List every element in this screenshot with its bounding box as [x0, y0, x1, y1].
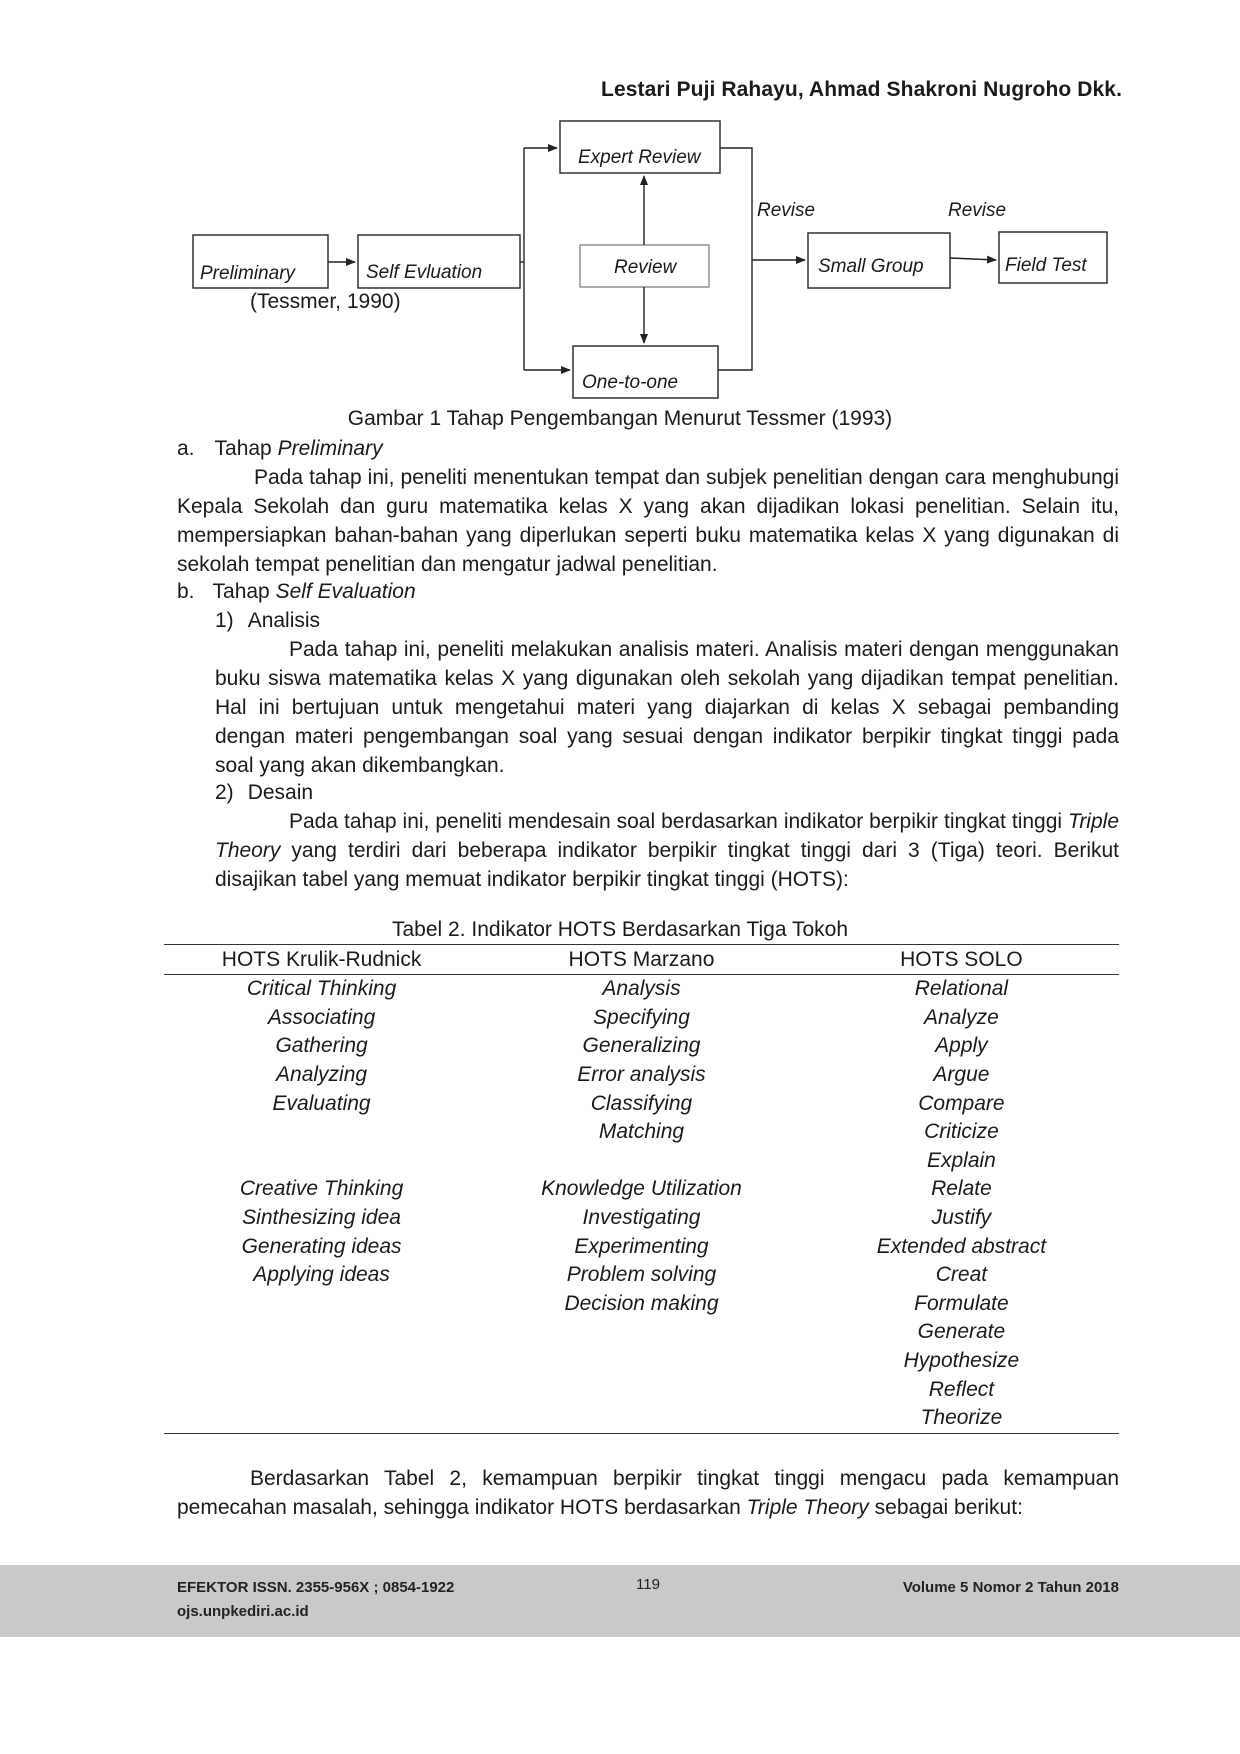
closing-text-2: sebagai berikut: [868, 1496, 1023, 1519]
table-cell: Apply [935, 1034, 988, 1058]
section-a-term: Preliminary [277, 437, 383, 460]
expert-review-label: Expert Review [578, 147, 701, 168]
sub2-marker: 2) [215, 781, 234, 804]
table-cell: Generate [917, 1320, 1006, 1344]
sub1-paragraph: Pada tahap ini, peneliti melakukan analisis materi. Analisis materi dengan menggunakan buku siswa matematika kelas X yang digunakan oleh sekolah yang dijadikan tempat penelitian. Hal ini bertujuan untuk mengetahui materi yang diajarkan di kelas X sebagai pembanding dengan materi pengembangan soal yang sesuai dengan indikator berpikir tingkat tinggi pada soal yang akan dikembangkan. [215, 638, 1119, 777]
table-cell: Generating ideas [241, 1234, 402, 1258]
table-caption: Tabel 2. Indikator HOTS Berdasarkan Tiga Tokoh [391, 918, 849, 941]
table-row [164, 1375, 1119, 1404]
table-cell: Decision making [564, 1291, 719, 1315]
one-to-one-label: One-to-one [582, 372, 679, 393]
table-cell: Problem solving [566, 1263, 717, 1287]
table-cell [164, 1290, 479, 1319]
table-cell: Specifying [593, 1005, 690, 1029]
table-row [164, 1347, 1119, 1376]
table-cell [164, 1318, 479, 1347]
table-cell: Applying ideas [253, 1263, 390, 1287]
table-cell [479, 1347, 804, 1376]
small-group-label: Small Group [818, 256, 924, 277]
table-cell: Sinthesizing idea [242, 1206, 401, 1230]
table-cell: Generalizing [582, 1034, 701, 1058]
sub1-heading [215, 606, 320, 635]
table-row [164, 975, 1119, 1004]
table-cell: Critical Thinking [246, 977, 397, 1001]
table-cell: Theorize [804, 1404, 1119, 1433]
table-cell [164, 1118, 479, 1147]
table-cell [164, 1147, 479, 1176]
table-row [164, 1118, 1119, 1147]
running-header-authors: Lestari Puji Rahayu, Ahmad Shakroni Nugroho Dkk. [601, 78, 1122, 101]
table-cell: Error analysis [577, 1063, 706, 1087]
table-cell: Classifying [590, 1091, 693, 1115]
table-row [164, 1175, 1119, 1204]
column-header: HOTS SOLO [804, 945, 1119, 975]
diagram-citation: (Tessmer, 1990) [250, 290, 401, 313]
table-cell: Experimenting [574, 1234, 709, 1258]
table-cell: Associating [267, 1005, 376, 1029]
footer-page-number: 119 [636, 1576, 660, 1593]
table-cell: Analysis [602, 977, 681, 1001]
table-cell [164, 1347, 479, 1376]
table-row [164, 1004, 1119, 1033]
table-cell: Creative Thinking [239, 1177, 404, 1201]
section-a-prefix: Tahap [214, 437, 278, 460]
table-cell: Gathering [275, 1034, 368, 1058]
hots-table [164, 944, 1119, 1434]
footer-volume: Volume 5 Nomor 2 Tahun 2018 [902, 1579, 1119, 1596]
sub2-paragraph [215, 807, 1119, 894]
closing-text-1: Berdasarkan Tabel 2, kemampuan berpikir tingkat tinggi mengacu pada kemampuan pemecahan masalah, sehingga indikator HOTS berdasarkan [177, 1467, 1119, 1519]
table-row [164, 1089, 1119, 1118]
preliminary-label: Preliminary [200, 263, 296, 284]
table-cell: Argue [933, 1063, 990, 1087]
table-row [164, 1204, 1119, 1233]
table-cell [479, 1375, 804, 1404]
table-cell: Creat [935, 1263, 988, 1287]
section-b-term: Self Evaluation [275, 580, 416, 603]
table-cell: Reflect [928, 1377, 995, 1401]
sub2-heading [215, 778, 313, 807]
table-cell: Investigating [582, 1206, 701, 1230]
review-label: Review [614, 257, 677, 278]
table-cell: Knowledge Utilization [541, 1177, 742, 1201]
table-cell [479, 1147, 804, 1176]
table-header-row [164, 945, 1119, 975]
table-row [164, 1032, 1119, 1061]
section-a-marker: a. [177, 437, 195, 460]
table-cell: Evaluating [272, 1091, 371, 1115]
table-row [164, 1147, 1119, 1176]
table-cell: Analyze [924, 1005, 999, 1029]
footer-site: ojs.unpkediri.ac.id [177, 1603, 309, 1620]
sub2-title: Desain [247, 781, 314, 804]
closing-italic: Triple Theory [746, 1496, 869, 1519]
footer-journal: EFEKTOR ISSN. 2355-956X ; 0854-1922 [177, 1579, 455, 1596]
table-cell: Relational [914, 977, 1009, 1001]
sub2-italic: Triple Theory [215, 810, 1119, 862]
table-cell: Explain [926, 1148, 996, 1172]
section-b-marker: b. [177, 580, 195, 603]
table-cell [164, 1375, 479, 1404]
table-cell: Extended abstract [876, 1234, 1047, 1258]
page-footer [0, 1565, 1240, 1637]
table-cell [479, 1318, 804, 1347]
column-header: HOTS Krulik-Rudnick [164, 945, 479, 975]
field-test-label: Field Test [1005, 255, 1087, 276]
table-cell: Criticize [924, 1120, 999, 1144]
closing-paragraph [177, 1464, 1119, 1522]
table-cell: Compare [918, 1091, 1005, 1115]
section-b-heading [177, 577, 416, 606]
section-a-heading [177, 434, 383, 463]
column-header: HOTS Marzano [479, 945, 804, 975]
table-cell: Justify [931, 1206, 992, 1230]
table-cell: Relate [931, 1177, 992, 1201]
table-row [164, 1061, 1119, 1090]
revise-label-1: Revise [757, 200, 816, 221]
table-cell [164, 1404, 479, 1433]
section-b-prefix: Tahap [212, 580, 276, 603]
table-cell: Hypothesize [903, 1349, 1020, 1373]
figure-caption: Gambar 1 Tahap Pengembangan Menurut Tessmer (1993) [347, 407, 893, 430]
table-row [164, 1261, 1119, 1290]
table-row [164, 1318, 1119, 1347]
sub1-title: Analisis [247, 609, 321, 632]
sub1-marker: 1) [215, 609, 234, 632]
table-row [164, 1232, 1119, 1261]
section-a-paragraph: Pada tahap ini, peneliti menentukan tempat dan subjek penelitian dengan cara menghubungi Kepala Sekolah dan guru matematika kelas X yang akan dijadikan lokasi penelitian. Selain itu, mempersiapkan bahan-bahan yang diperlukan seperti buku matematika kelas X yang digunakan di sekolah tempat penelitian dan mengatur jadwal penelitian. [177, 466, 1119, 576]
table-cell: Matching [598, 1120, 685, 1144]
self-evaluation-label: Self Evluation [366, 262, 483, 283]
revise-label-2: Revise [948, 200, 1007, 221]
sub2-text-1: Pada tahap ini, peneliti mendesain soal berdasarkan indikator berpikir tingkat tinggi [289, 810, 1069, 833]
table-cell: Analyzing [276, 1063, 368, 1087]
table-row [164, 1290, 1119, 1319]
table-cell: Formulate [914, 1291, 1009, 1315]
tessmer-development-diagram [0, 0, 1240, 420]
sub2-text-2: yang terdiri dari beberapa indikator berpikir tingkat tinggi dari 3 (Tiga) teori. Berikut disajikan tabel yang memuat indikator berpikir tingkat tinggi (HOTS): [215, 839, 1119, 891]
table-cell [479, 1404, 804, 1433]
table-row [164, 1404, 1119, 1433]
